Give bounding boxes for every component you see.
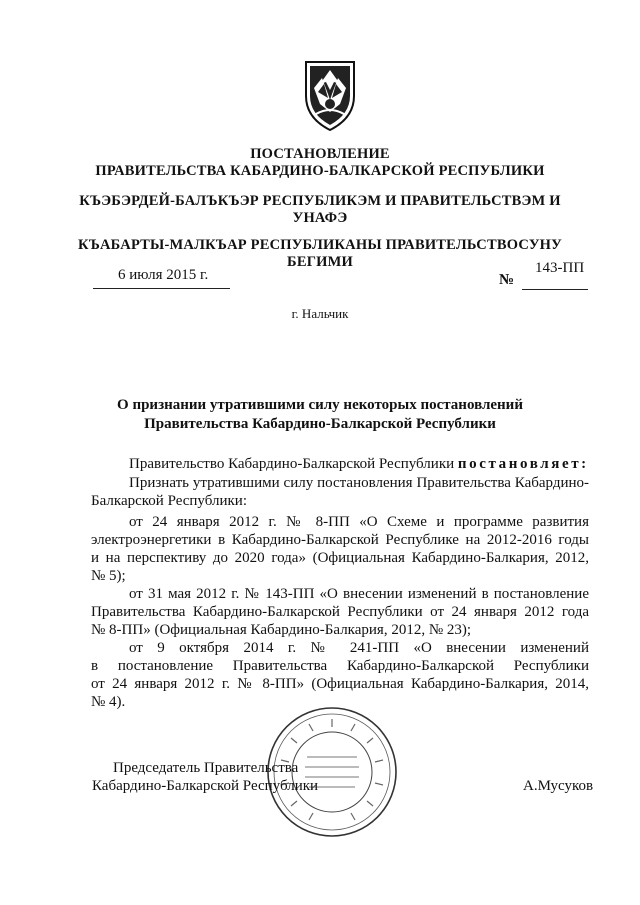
body-line-1: Признать утратившими силу постановления Правительства Кабардино- [129, 475, 589, 491]
heading-bal-line-1: КЪАБАРТЫ-МАЛКЪАР РЕСПУБЛИКАНЫ ПРАВИТЕЛЬСТВОСУНУ [78, 237, 562, 253]
intro-text: Правительство Кабардино-Балкарской Республики [129, 456, 458, 472]
heading-ru-line-2: ПРАВИТЕЛЬСТВА КАБАРДИНО-БАЛКАРСКОЙ РЕСПУБЛИКИ [95, 163, 545, 179]
heading-kab-line-2: УНАФЭ [292, 210, 348, 226]
document-number: 143-ПП [535, 260, 585, 276]
body-line-8: Правительства Кабардино-Балкарской Республики от 24 января 2012 года [91, 604, 589, 620]
title-line-1: О признании утратившими силу некоторых постановлений [117, 397, 523, 413]
body-line-5: и на перспективу до 2020 года» (Официальная Кабардино-Балкария, 2012, [91, 550, 589, 566]
city-label: г. Нальчик [291, 306, 349, 321]
body-line-13: № 4). [91, 694, 126, 710]
body-line-7: от 31 мая 2012 г. № 143-ПП «О внесении изменений в постановление [129, 586, 589, 602]
signer-title-line-2: Кабардино-Балкарской Республики [92, 778, 319, 794]
body-line-6: № 5); [91, 568, 126, 584]
body-line-4: электроэнергетики в Кабардино-Балкарской Республике на 2012-2016 годы [91, 532, 589, 548]
body-line-3: от 24 января 2012 г. № 8-ПП «О Схеме и программе развития [129, 514, 589, 530]
document-date: 6 июля 2015 г. [118, 267, 209, 283]
body-line-2: Балкарской Республики: [91, 493, 247, 509]
title-line-2: Правительства Кабардино-Балкарской Республики [144, 416, 496, 432]
body-line-9: № 8-ПП» (Официальная Кабардино-Балкария, 2012, № 23); [91, 622, 472, 638]
date-underline [93, 288, 230, 289]
body-line-12: от 24 января 2012 г. № 8-ПП» (Официальная Кабардино-Балкария, 2014, [91, 676, 589, 692]
number-underline [522, 289, 588, 290]
body-line-11: в постановление Правительства Кабардино-Балкарской Республики [91, 658, 589, 674]
heading-ru-line-1: ПОСТАНОВЛЕНИЕ [250, 146, 390, 162]
intro-paragraph [129, 455, 589, 474]
coat-of-arms-emblem [300, 54, 360, 132]
intro-verb: постановляет: [457, 456, 589, 472]
heading-kab-line-1: КЪЭБЭРДЕЙ-БАЛЪКЪЭР РЕСПУБЛИКЭМ И ПРАВИТЕЛЬСТВЭМ И [79, 193, 561, 209]
signer-title-line-1: Председатель Правительства [113, 760, 299, 776]
body-line-10: от 9 октября 2014 г. № 241-ПП «О внесении изменений [129, 640, 589, 656]
signer-name: А.Мусуков [523, 778, 594, 794]
number-sign: № [499, 272, 515, 288]
heading-bal-line-2: БЕГИМИ [287, 254, 353, 270]
